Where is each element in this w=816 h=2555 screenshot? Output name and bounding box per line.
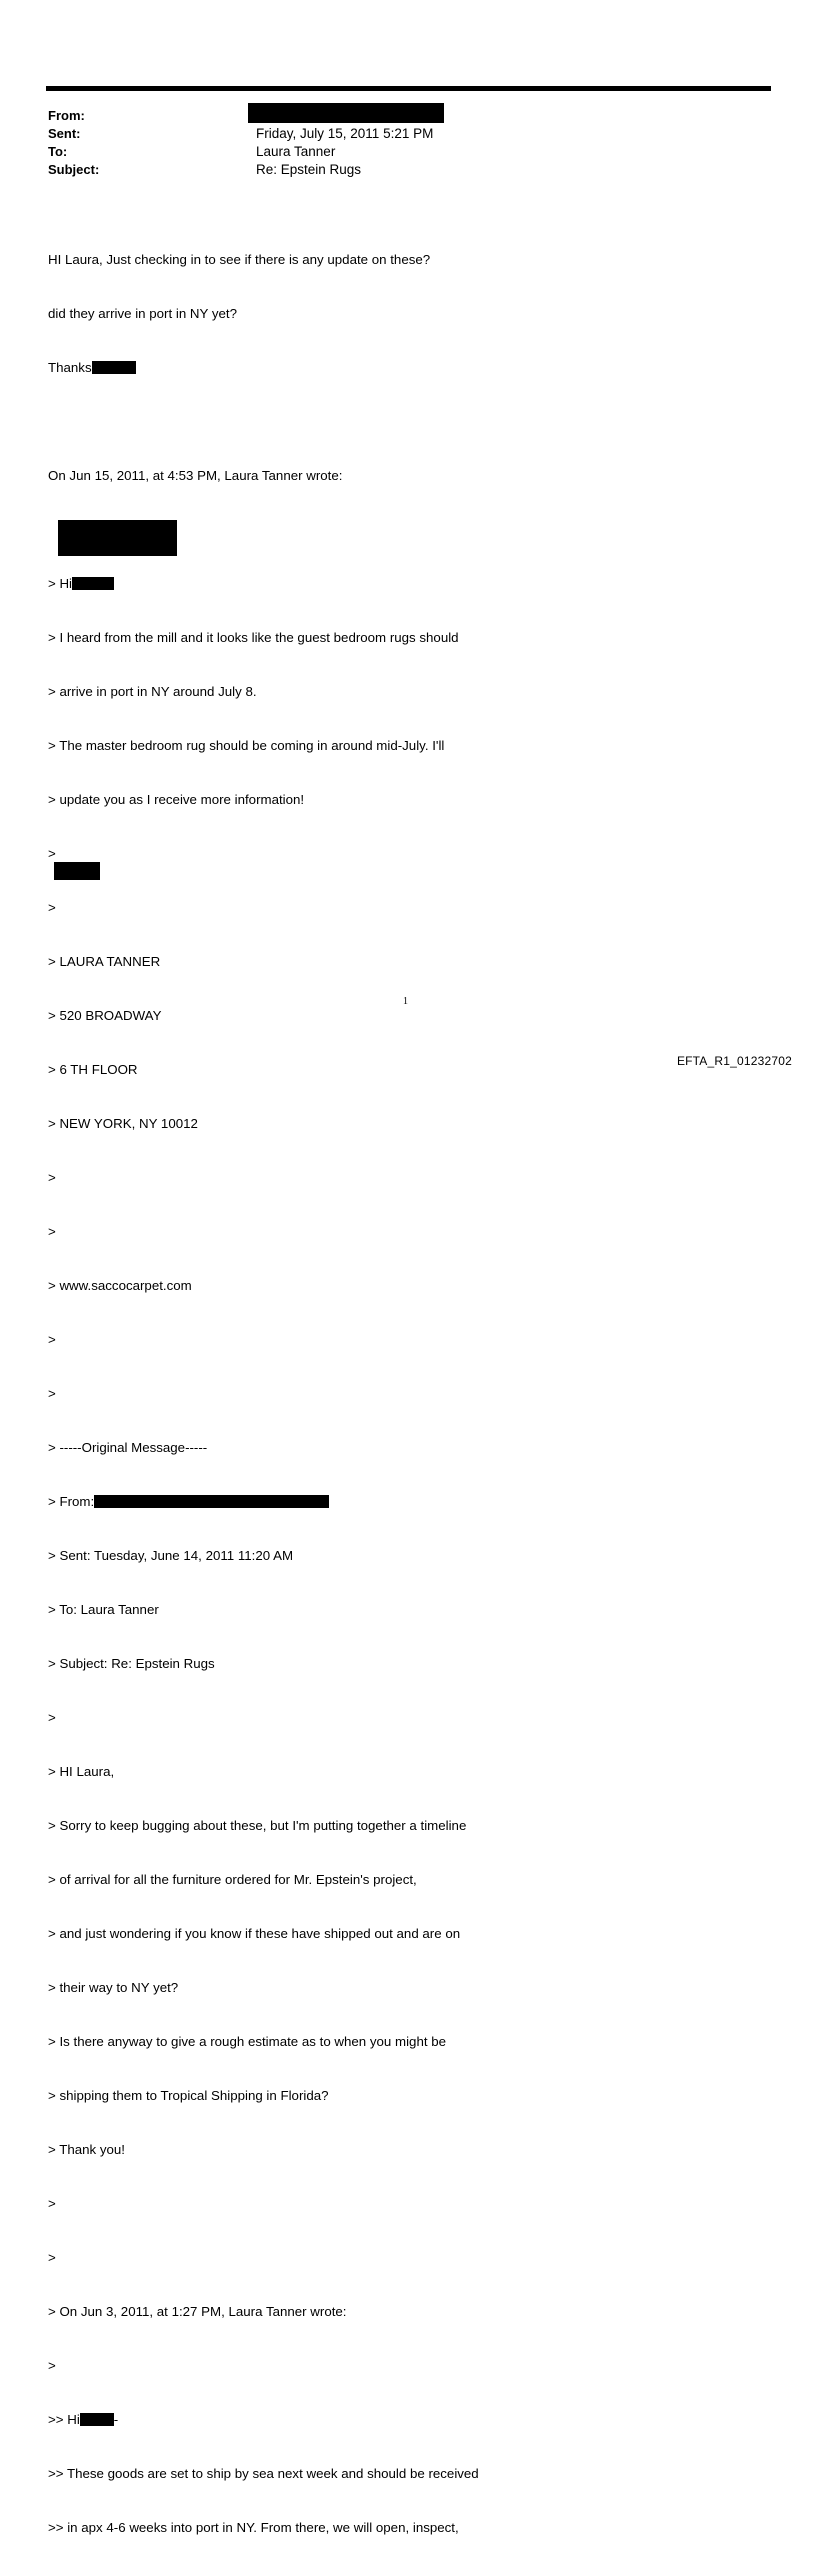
body-line: > xyxy=(48,846,56,861)
sent-label: Sent: xyxy=(48,126,81,141)
from-redaction xyxy=(248,103,444,123)
body-line: > -----Original Message----- xyxy=(48,1440,208,1455)
body-line: > their way to NY yet? xyxy=(48,1980,179,1995)
body-line: > xyxy=(48,1170,56,1185)
subject-value: Re: Epstein Rugs xyxy=(256,162,362,177)
body-line: > Sent: Tuesday, June 14, 2011 11:20 AM xyxy=(48,1548,294,1563)
from-label: From: xyxy=(48,108,85,123)
sent-value: Friday, July 15, 2011 5:21 PM xyxy=(256,126,434,141)
body-line: On Jun 15, 2011, at 4:53 PM, Laura Tanner wrote: xyxy=(48,468,343,483)
body-line: > xyxy=(48,1332,56,1347)
body-line: > and just wondering if you know if these have shipped out and are on xyxy=(48,1926,461,1941)
body-line: > Subject: Re: Epstein Rugs xyxy=(48,1656,215,1671)
body-line: > Thank you! xyxy=(48,2142,126,2157)
body-line: > xyxy=(48,1224,56,1239)
from-address-redaction xyxy=(94,1495,329,1508)
name-redaction xyxy=(72,577,114,590)
body-text: > Hi xyxy=(48,576,73,591)
body-line xyxy=(48,359,788,377)
header-rule xyxy=(46,86,771,91)
document-id: EFTA_R1_01232702 xyxy=(676,1054,792,1068)
contact-redaction xyxy=(58,520,177,556)
body-line: > Sorry to keep bugging about these, but I'm putting together a timeline xyxy=(48,1818,467,1833)
email-body xyxy=(48,215,788,2555)
body-line: HI Laura, Just checking in to see if there is any update on these? xyxy=(48,252,431,267)
body-line xyxy=(48,413,788,431)
body-line: > xyxy=(48,1386,56,1401)
body-line: > www.saccocarpet.com xyxy=(48,1278,192,1293)
body-line: > I heard from the mill and it looks like the guest bedroom rugs should xyxy=(48,630,459,645)
body-line: >> in apx 4-6 weeks into port in NY. From there, we will open, inspect, xyxy=(48,2520,459,2535)
body-line: > The master bedroom rug should be coming in around mid-July. I'll xyxy=(48,738,445,753)
sender-name-redaction xyxy=(54,862,100,880)
body-line: >> These goods are set to ship by sea next week and should be received xyxy=(48,2466,479,2481)
body-line: > NEW YORK, NY 10012 xyxy=(48,1116,198,1131)
body-text: > From: xyxy=(48,1494,95,1509)
body-line: > xyxy=(48,900,56,915)
body-line xyxy=(48,1493,788,1511)
body-line: > Is there anyway to give a rough estimate as to when you might be xyxy=(48,2034,447,2049)
body-line: > 6 TH FLOOR xyxy=(48,1062,138,1077)
body-line xyxy=(48,2411,788,2429)
to-label: To: xyxy=(48,144,68,159)
body-line xyxy=(48,575,788,593)
body-line: > xyxy=(48,2358,56,2373)
body-line: > LAURA TANNER xyxy=(48,954,161,969)
body-text: >> Hi xyxy=(48,2412,80,2427)
body-line: > of arrival for all the furniture ordered for Mr. Epstein's project, xyxy=(48,1872,417,1887)
body-line: > xyxy=(48,1710,56,1725)
body-line: > HI Laura, xyxy=(48,1764,115,1779)
signature-redaction xyxy=(92,361,136,374)
body-line: did they arrive in port in NY yet? xyxy=(48,306,237,321)
body-line: > arrive in port in NY around July 8. xyxy=(48,684,257,699)
body-text: - xyxy=(113,2412,119,2427)
name-redaction xyxy=(80,2413,114,2426)
body-line: > xyxy=(48,2196,56,2211)
body-line: > To: Laura Tanner xyxy=(48,1602,159,1617)
body-text: Thanks xyxy=(48,360,92,375)
to-value: Laura Tanner xyxy=(256,144,336,159)
body-line: > 520 BROADWAY xyxy=(48,1008,162,1023)
body-line: > update you as I receive more information! xyxy=(48,792,305,807)
body-line: > shipping them to Tropical Shipping in Florida? xyxy=(48,2088,329,2103)
body-line: > xyxy=(48,2250,56,2265)
page-number: 1 xyxy=(403,996,408,1007)
body-line: > On Jun 3, 2011, at 1:27 PM, Laura Tanner wrote: xyxy=(48,2304,347,2319)
subject-label: Subject: xyxy=(48,162,100,177)
